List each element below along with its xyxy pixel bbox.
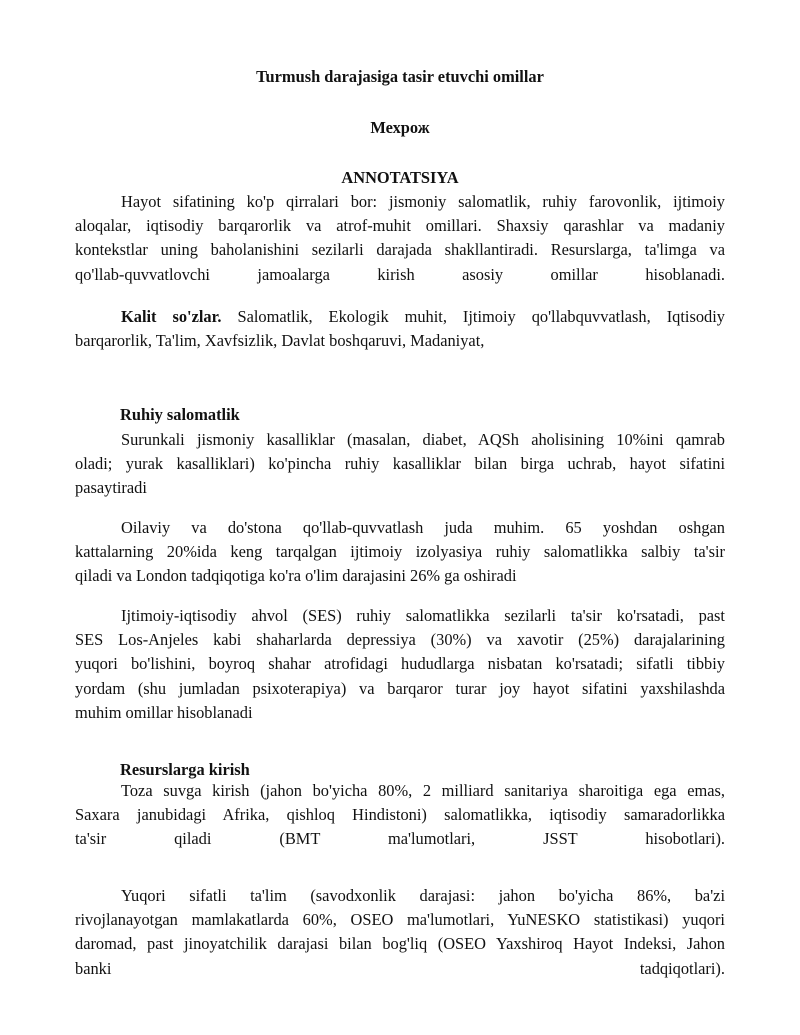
paragraph-line: oladi; yurak kasalliklari) ko'pincha ruhiy kasalliklar bilan birga uchrab, hayot sifatini [75,454,725,474]
paragraph-line: qiladi va London tadqiqotiga ko'ra o'lim darajasini 26% ga oshiradi [75,566,517,586]
keywords-line: barqarorlik, Ta'lim, Xavfsizlik, Davlat boshqaruvi, Madaniyat, [75,331,485,351]
paragraph-line: Oilaviy va do'stona qo'llab-quvvatlash juda muhim. 65 yoshdan oshgan [121,518,725,537]
section1-paragraph-2 [75,516,725,589]
paragraph-line: Toza suvga kirish (jahon bo'yicha 80%, 2 milliard sanitariya sharoitiga ega emas, [121,781,725,800]
section-heading-mental-health: Ruhiy salomatlik [120,405,240,424]
paragraph-line: kattalarning 20%ida keng tarqalgan ijtimoiy izolyasiya ruhiy salomatlikka salbiy ta'sir [75,542,725,562]
paragraph-line: yordam (shu jumladan psixoterapiya) va barqaror turar joy hayot sifatini yaxshilashda [75,678,725,698]
abstract-line: kontekstlar uning baholanishini sezilarli darajada shakllantiradi. Resurslarga, ta'limga va [75,240,725,260]
paragraph-line: daromad, past jinoyatchilik darajasi bilan bog'liq (OSEO Yaxshiroq Hayot Indeksi, Jahon [75,934,725,954]
paragraph-line: ta'sir qiladi (BMT ma'lumotlari, JSST hisobotlari). [75,829,725,849]
section1-paragraph-1 [75,428,725,501]
abstract-paragraph [75,190,725,287]
paragraph-line: Saxara janubidagi Afrika, qishloq Hindistoni) salomatlikka, iqtisodiy samaradorlikka [75,805,725,825]
paragraph-line: Ijtimoiy-iqtisodiy ahvol (SES) ruhiy salomatlikka sezilarli ta'sir ko'rsatadi, past [121,606,725,625]
document-title: Turmush darajasiga tasir etuvchi omillar [256,67,544,86]
keywords-text: Salomatlik, Ekologik muhit, Ijtimoiy qo'llabquvvatlash, Iqtisodiy [237,307,725,326]
keywords-line [75,305,725,329]
paragraph-line: muhim omillar hisoblanadi [75,702,253,722]
paragraph-line: SES Los-Anjeles kabi shaharlarda depressiya (30%) va xavotir (25%) darajalarining [75,630,725,650]
abstract-line: qo'llab-quvvatlovchi jamoalarga kirish asosiy omillar hisoblanadi. [75,264,725,284]
section2-paragraph-1 [75,779,725,852]
keywords-paragraph [75,305,725,353]
keywords-label: Kalit so'zlar. [121,307,222,326]
paragraph-line: Yuqori sifatli ta'lim (savodxonlik darajasi: jahon bo'yicha 86%, ba'zi [121,886,725,905]
paragraph-line: Surunkali jismoniy kasalliklar (masalan, diabet, AQSh aholisining 10%ini qamrab [121,430,725,449]
paragraph-line: pasaytiradi [75,478,147,498]
abstract-heading: ANNOTATSIYA [341,168,459,187]
section2-paragraph-2 [75,884,725,981]
paragraph-line: rivojlanayotgan mamlakatlarda 60%, OSEO ma'lumotlari, YuNESKO statistikasi) yuqori [75,910,725,930]
section1-paragraph-3 [75,604,725,725]
section-heading-resources: Resurslarga kirish [120,760,250,779]
abstract-line: aloqalar, iqtisodiy barqarorlik va atrof-muhit omillari. Shaxsiy qarashlar va madaniy [75,216,725,236]
author-name: Мехрож [370,118,430,137]
abstract-line: Hayot sifatining ko'p qirralari bor: jismoniy salomatlik, ruhiy farovonlik, ijtimoiy [121,192,725,211]
paragraph-line: yuqori bo'lishini, boyroq shahar atrofidagi hududlarga nisbatan ko'rsatadi; sifatli tibbiy [75,654,725,674]
paragraph-line: banki tadqiqotlari). [75,958,725,978]
